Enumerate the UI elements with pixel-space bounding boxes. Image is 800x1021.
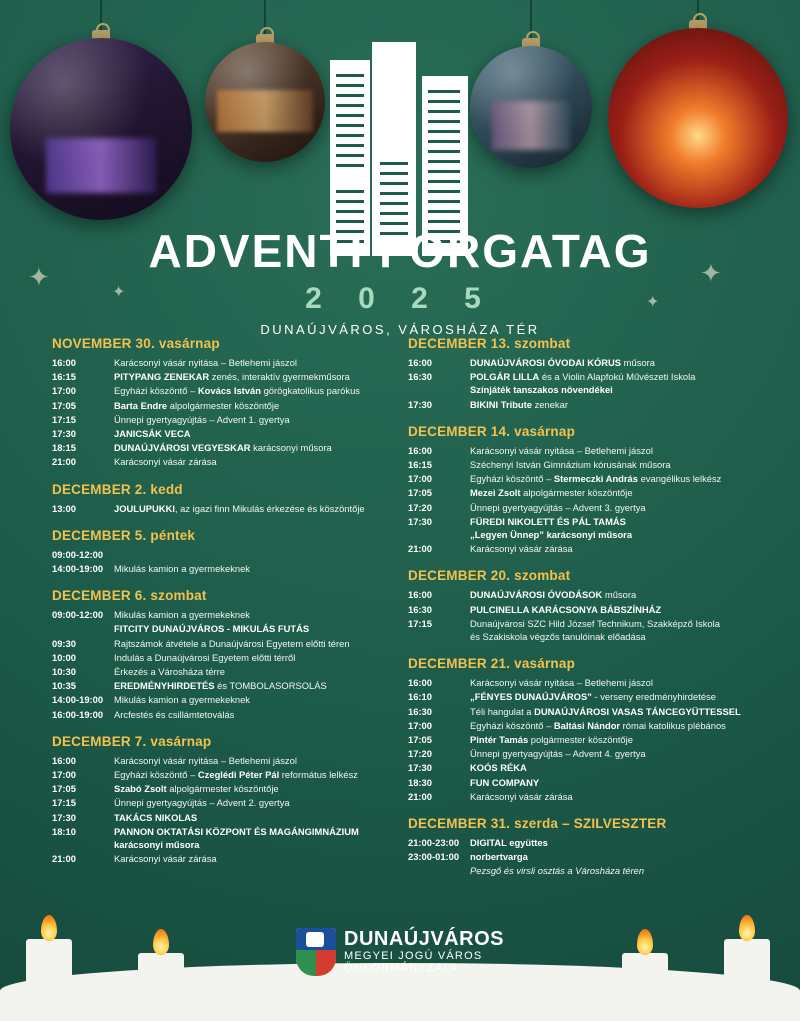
program-day-title: DECEMBER 6. szombat [52, 588, 207, 604]
program-event-time: 17:20 [408, 501, 432, 513]
flame-icon [637, 929, 653, 955]
program-event-row [408, 486, 763, 499]
program-event-row [52, 562, 407, 575]
program-day-title: DECEMBER 14. vasárnap [408, 423, 576, 439]
program-event-desc: Egyházi köszöntő – Stermeczki András evangélikus lelkész [470, 473, 722, 485]
program-event-time: 17:30 [408, 762, 432, 774]
program-event-desc: JANICSÁK VECA [114, 428, 191, 440]
program-event-desc: Egyházi köszöntő – Kovács István görögkatolikus parókus [114, 385, 360, 397]
program-event-desc: KOÓS RÉKA [470, 762, 527, 774]
program-day-block [52, 734, 407, 866]
program-event-desc: Egyházi köszöntő – Czeglédi Péter Pál református lelkész [114, 769, 358, 781]
program-event-desc: Mikulás kamion a gyermekeknek [114, 694, 250, 706]
program-event-desc: Karácsonyi vásár nyitása – Betlehemi jászol [114, 357, 297, 368]
program-event-desc: Indulás a Dunaújvárosi Egyetem előtti térről [114, 651, 296, 663]
program-event-desc: Dunaújvárosi SZC Hild József Technikum, Szakképző Iskola és Szakiskola végzős tanulóinak előadása [470, 617, 763, 643]
program-day-block [52, 528, 407, 575]
program-event-row [52, 637, 407, 650]
program-event-time: 16:10 [408, 691, 432, 703]
poster-location: DUNAÚJVÁROS, VÁROSHÁZA TÉR [260, 322, 540, 337]
candle [724, 939, 770, 991]
program-event-row [52, 356, 407, 369]
program-event-row [52, 608, 407, 621]
program-event-time: 16:00 [52, 357, 76, 368]
program-event-row [408, 836, 763, 849]
program-event-time: 16:30 [408, 371, 432, 383]
program-event-row [408, 356, 763, 369]
program-event-time: 17:30 [52, 428, 76, 440]
program-event-row [52, 399, 407, 412]
program-event-desc: PITYPANG ZENEKAR zenés, interaktív gyermekműsora [114, 371, 350, 383]
program-event-desc: FÜREDI NIKOLETT ÉS PÁL TAMÁS „Legyen Ünnep” karácsonyi műsora [470, 515, 763, 541]
program-column-left [52, 336, 407, 878]
program-event-time: 18:15 [52, 442, 76, 454]
program-event-row [52, 455, 407, 468]
program-event-row [52, 622, 407, 635]
program-event-desc-line2: „Legyen Ünnep” karácsonyi műsora [470, 529, 633, 541]
program-event-desc: Ünnepi gyertyagyújtás – Advent 4. gyertya [470, 748, 646, 760]
program-event-desc: Érkezés a Városháza térre [114, 666, 225, 678]
program-day-title: DECEMBER 31. szerda – SZILVESZTER [408, 816, 667, 832]
ornament-photo-visitors [470, 46, 592, 168]
program-event-row [52, 782, 407, 795]
program-event-row [52, 441, 407, 454]
program-event-desc: Karácsonyi vásár zárása [470, 543, 573, 555]
program-event-time: 21:00 [52, 456, 76, 468]
program-event-time: 21:00-23:00 [408, 837, 460, 849]
ornament-photo-candle [608, 28, 788, 208]
star-icon: ✦ [646, 294, 660, 311]
program-event-row [408, 747, 763, 760]
program-event-time: 16:00 [408, 444, 432, 456]
program-event-row [408, 370, 763, 396]
program-event-desc: FITCITY DUNAÚJVÁROS - MIKULÁS FUTÁS [114, 623, 310, 635]
program-event-desc: Mikulás kamion a gyermekeknek [114, 609, 250, 621]
logo-line-3: ÖNKORMÁNYZATA [344, 961, 459, 974]
program-day-block [52, 588, 407, 721]
program-event-desc: Ünnepi gyertyagyújtás – Advent 2. gyertya [114, 797, 290, 809]
program-event-row [52, 679, 407, 692]
program-event-desc-line2: Színjáték tanszakos növendékei [470, 384, 613, 396]
program-event-row [52, 768, 407, 781]
program-event-desc: DIGITAL együttes [470, 837, 548, 849]
program-event-time: 14:00-19:00 [52, 563, 104, 575]
program-event-time: 16:30 [408, 603, 432, 615]
program-day-title: DECEMBER 13. szombat [408, 336, 571, 351]
program-day-block [408, 336, 763, 411]
logo-line-1: DUNAÚJVÁROS [344, 928, 504, 951]
program-event-time: 17:05 [408, 734, 432, 746]
program-event-row [408, 776, 763, 789]
program-event-time: 16:00-19:00 [52, 708, 104, 720]
program-event-row [408, 761, 763, 774]
program-event-desc: Rajtszámok átvétele a Dunaújvárosi Egyetem előtti téren [114, 637, 350, 649]
program-event-row [52, 811, 407, 824]
program-event-desc: Arcfestés és csillámtetoválás [114, 708, 235, 720]
candle [622, 953, 668, 997]
program-event-desc [114, 548, 407, 561]
program-event-row [52, 548, 407, 561]
program-event-time: 14:00-19:00 [52, 694, 104, 706]
program-event-row [408, 472, 763, 485]
program-day-block [408, 568, 763, 643]
program-event-time: 17:00 [52, 385, 76, 397]
program-event-time: 16:15 [52, 371, 76, 383]
program-event-row [408, 719, 763, 732]
program-event-time: 09:30 [52, 637, 76, 649]
program-event-time: 17:20 [408, 748, 432, 760]
candle [138, 953, 184, 997]
program-event-time [52, 622, 114, 635]
program-event-row [52, 413, 407, 426]
program-event-desc: Széchenyi István Gimnázium kórusának műsora [470, 459, 671, 471]
program-event-desc: PANNON OKTATÁSI KÖZPONT ÉS MAGÁNGIMNÁZIUM karácsonyi műsora [114, 825, 407, 851]
program-event-time: 13:00 [52, 502, 76, 514]
program-day-title: NOVEMBER 30. vasárnap [52, 336, 220, 351]
page-title: ADVENTI FORGATAG [148, 225, 652, 277]
program-event-row [52, 852, 407, 865]
program-event-desc: DUNAÚJVÁROSI ÓVODÁSOK műsora [470, 589, 637, 601]
program-event-desc: Karácsonyi vásár nyitása – Betlehemi jászol [470, 677, 653, 689]
program-event-desc: DUNAÚJVÁROSI ÓVODAI KÓRUS műsora [470, 357, 655, 368]
program-event-row [408, 676, 763, 689]
program-event-time: 21:00 [408, 543, 432, 555]
program-event-row [408, 864, 763, 877]
flame-icon [153, 929, 169, 955]
program-event-desc: Ünnepi gyertyagyújtás – Advent 3. gyertya [470, 501, 646, 513]
program-day-block [408, 424, 763, 556]
program-day-title: DECEMBER 2. kedd [52, 481, 183, 497]
program-event-desc: BIKINI Tribute zenekar [470, 398, 568, 410]
program-event-time: 09:00-12:00 [52, 548, 104, 560]
program-event-time: 17:15 [408, 617, 432, 629]
coat-of-arms-icon [296, 928, 336, 976]
program-day-block [52, 336, 407, 469]
program-event-time: 16:00 [408, 677, 432, 689]
program-day-block [408, 656, 763, 803]
program-event-time: 21:00 [408, 790, 432, 802]
program-event-row [408, 733, 763, 746]
program-event-time: 16:30 [408, 705, 432, 717]
program-event-desc-line2: karácsonyi műsora [114, 839, 200, 851]
logo-line-2: MEGYEI JOGÚ VÁROS [344, 949, 483, 962]
program-event-time: 17:00 [52, 769, 76, 781]
program-event-row [52, 370, 407, 383]
program-event-row [408, 398, 763, 411]
city-logo [296, 923, 516, 981]
program-event-time: 16:15 [408, 459, 432, 471]
program-event-desc: Pintér Tamás polgármester köszöntője [470, 734, 633, 746]
program-event-row [408, 444, 763, 457]
program-event-desc: Mezei Zsolt alpolgármester köszöntője [470, 487, 633, 499]
ornament-photo-market [205, 42, 325, 162]
program-event-desc: EREDMÉNYHIRDETÉS és TOMBOLASORSOLÁS [114, 680, 327, 692]
program-event-row [52, 825, 407, 851]
program-event-row [52, 708, 407, 721]
program-day-block [408, 816, 763, 878]
program-event-time: 17:00 [408, 473, 432, 485]
program-day-title: DECEMBER 21. vasárnap [408, 656, 576, 672]
program-event-desc: Karácsonyi vásár nyitása – Betlehemi jászol [470, 444, 653, 456]
program-event-time: 17:15 [52, 797, 76, 809]
program-event-time: 17:15 [52, 413, 76, 425]
program-event-desc: Pezsgő és virsli osztás a Városháza téren [470, 865, 645, 877]
program-event-time: 17:05 [408, 487, 432, 499]
program-event-desc: PULCINELLA KARÁCSONYA BÁBSZÍNHÁZ [470, 603, 662, 615]
program-event-time: 18:10 [52, 825, 76, 837]
program-event-time: 23:00-01:00 [408, 851, 460, 863]
program-event-time: 17:05 [52, 783, 76, 795]
program-event-row [408, 588, 763, 601]
program-event-time: 10:30 [52, 666, 76, 678]
program-event-row [408, 790, 763, 803]
poster-footer [0, 901, 800, 1021]
program-event-desc: Téli hangulat a DUNAÚJVÁROSI VASAS TÁNCEGYÜTTESSEL [470, 705, 741, 717]
program-event-desc: Ünnepi gyertyagyújtás – Advent 1. gyertya [114, 413, 290, 425]
program-event-desc: Karácsonyi vásár zárása [470, 790, 573, 802]
program-event-desc: TAKÁCS NIKOLAS [114, 811, 198, 823]
program-event-time: 17:05 [52, 399, 76, 411]
program-event-time [408, 864, 470, 877]
program-event-desc: JOULUPUKKI, az igazi finn Mikulás érkezése és köszöntője [114, 502, 365, 514]
star-icon: ✦ [28, 262, 50, 292]
poster-year: 2 0 2 5 [305, 282, 495, 315]
flame-icon [41, 915, 57, 941]
program-event-desc: Karácsonyi vásár zárása [114, 456, 217, 468]
program-event-desc: POLGÁR LILLA és a Violin Alapfokú Művészeti Iskola Színjáték tanszakos növendékei [470, 370, 763, 396]
program-event-row [408, 850, 763, 863]
program-event-desc: Karácsonyi vásár zárása [114, 853, 217, 865]
program-event-desc-line2: és Szakiskola végzős tanulóinak előadása [470, 631, 646, 643]
program-event-row [52, 502, 407, 515]
program-event-row [52, 796, 407, 809]
program-day-title: DECEMBER 20. szombat [408, 568, 571, 584]
program-day-title: DECEMBER 5. péntek [52, 527, 196, 543]
program-event-row [52, 427, 407, 440]
program-event-time: 17:30 [52, 811, 76, 823]
program-event-row [52, 693, 407, 706]
program-event-desc: „FÉNYES DUNAÚJVÁROS” - verseny eredményhirdetése [470, 691, 716, 703]
poster-title-block [0, 224, 800, 337]
program-event-time: 10:00 [52, 651, 76, 663]
star-icon: ✦ [700, 258, 722, 288]
program-event-time: 21:00 [52, 853, 76, 865]
program-event-desc: Szabó Zsolt alpolgármester köszöntője [114, 783, 279, 795]
program-event-desc: FUN COMPANY [470, 776, 540, 788]
program-event-row [52, 665, 407, 678]
program-event-row [408, 617, 763, 643]
program-event-desc: Egyházi köszöntő – Baltási Nándor római katolikus plébános [470, 719, 726, 731]
program-event-row [408, 542, 763, 555]
program-event-row [408, 515, 763, 541]
program-event-row [52, 754, 407, 767]
program-event-time: 16:00 [52, 754, 76, 766]
program-columns [0, 336, 800, 896]
program-event-row [408, 705, 763, 718]
program-event-desc: Mikulás kamion a gyermekeknek [114, 563, 250, 575]
program-column-right [408, 336, 763, 891]
program-event-desc: Barta Endre alpolgármester köszöntője [114, 399, 280, 411]
program-event-time: 18:30 [408, 776, 432, 788]
flame-icon [739, 915, 755, 941]
program-event-row [408, 458, 763, 471]
program-event-desc: DUNAÚJVÁROSI VEGYESKAR karácsonyi műsora [114, 442, 332, 454]
program-event-row [52, 651, 407, 664]
program-event-time: 16:00 [408, 589, 432, 601]
candle [26, 939, 72, 991]
program-event-time: 17:30 [408, 515, 432, 527]
program-event-time: 16:00 [408, 357, 432, 368]
program-event-row [408, 501, 763, 514]
star-icon: ✦ [112, 284, 126, 301]
program-event-desc: Karácsonyi vásár nyitása – Betlehemi jászol [114, 754, 297, 766]
program-event-row [408, 690, 763, 703]
program-day-title: DECEMBER 7. vasárnap [52, 733, 212, 749]
program-event-time: 17:00 [408, 719, 432, 731]
program-event-time: 09:00-12:00 [52, 609, 104, 621]
ornament-photo-concert [10, 38, 192, 220]
program-event-row [52, 384, 407, 397]
program-event-time: 10:35 [52, 680, 76, 692]
program-day-block [52, 482, 407, 515]
program-event-time: 17:30 [408, 398, 432, 410]
program-event-row [408, 603, 763, 616]
program-event-desc: norbertvarga [470, 851, 528, 863]
